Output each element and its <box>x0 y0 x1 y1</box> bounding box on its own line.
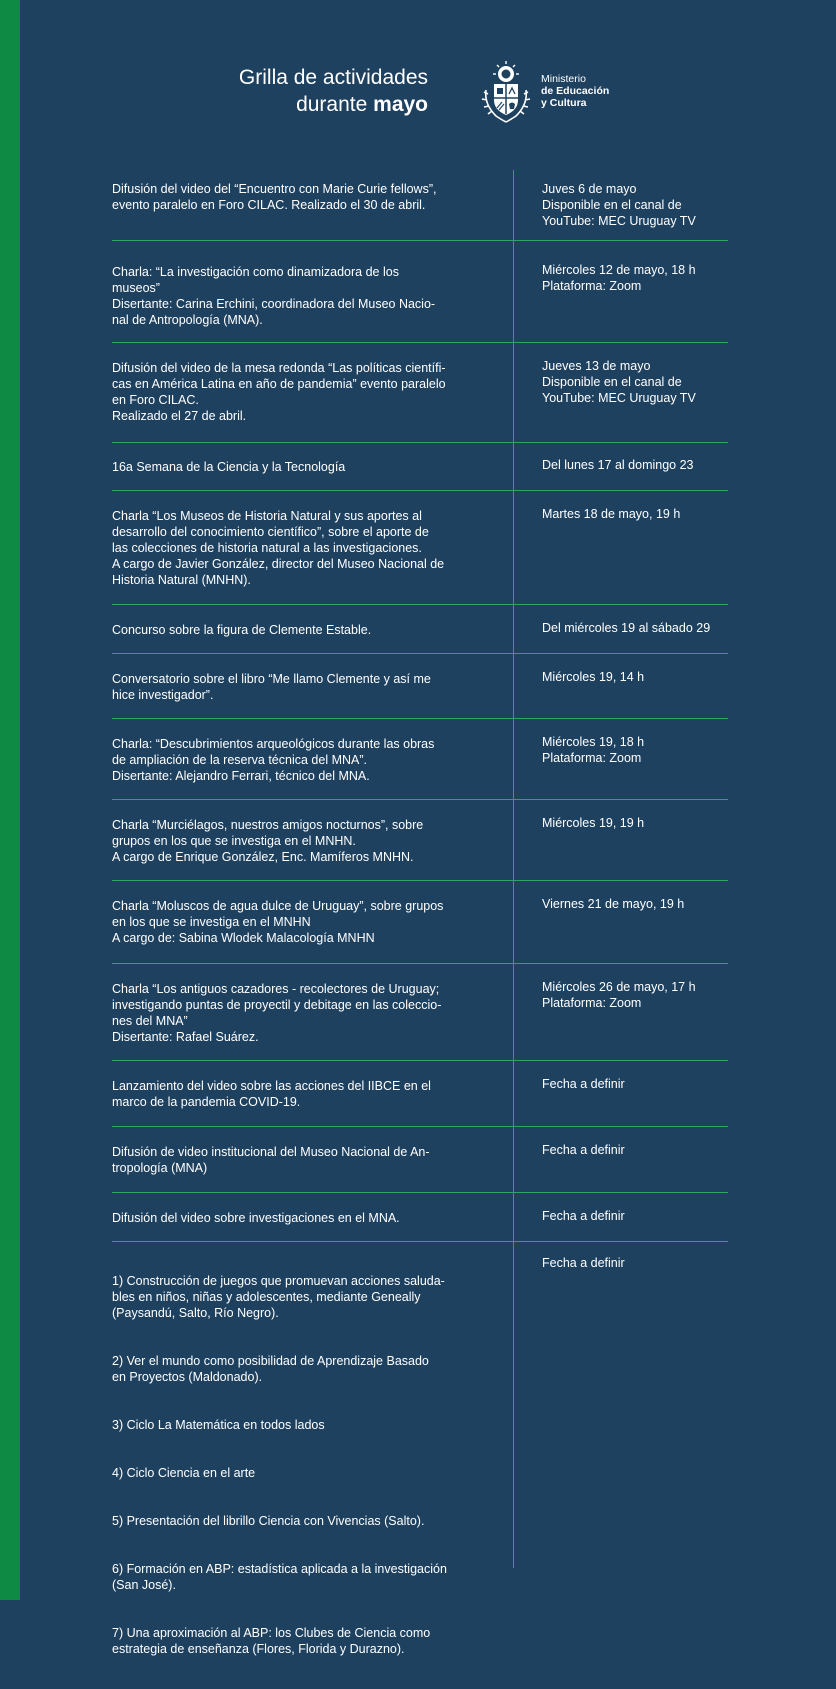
activity-row <box>112 491 728 605</box>
ministry-name <box>541 73 609 109</box>
activity-list <box>112 1257 497 1689</box>
activity-description: Difusión de video institucional del Museo Nacional de An- tropología (MNA) <box>112 1145 430 1175</box>
activity-date: Viernes 21 de mayo, 19 h <box>542 897 685 911</box>
activity-date: Fecha a definir <box>542 1077 625 1091</box>
activity-date: Del lunes 17 al domingo 23 <box>542 458 694 472</box>
title-line-2-prefix: durante <box>296 93 374 116</box>
ministry-line-3: y Cultura <box>541 97 587 109</box>
activity-row <box>112 719 728 800</box>
activity-row <box>112 241 728 343</box>
uruguay-coat-of-arms-icon <box>478 60 534 126</box>
activity-description: Charla “Moluscos de agua dulce de Uruguay”, sobre grupos en los que se investiga en el MNHN A cargo de: Sabina Wlodek Malacología MNHN <box>112 899 444 945</box>
activity-date: Fecha a definir <box>542 1209 625 1223</box>
ministry-line-1: Ministerio <box>541 73 586 85</box>
activity-row <box>112 1193 728 1242</box>
list-item: 7) Una aproximación al ABP: los Clubes de Ciencia como estrategia de enseñanza (Flores, Florida y Durazno). <box>112 1626 431 1656</box>
page-title <box>239 64 428 118</box>
activity-description: Charla “Murciélagos, nuestros amigos nocturnos”, sobre grupos en los que se investiga en el MNHN. A cargo de Enrique González, Enc. Mamíferos MNHN. <box>112 818 424 864</box>
activity-date: Miércoles 19, 18 h Plataforma: Zoom <box>542 735 645 765</box>
activity-row <box>112 881 728 964</box>
activity-date: Miércoles 12 de mayo, 18 h Plataforma: Zoom <box>542 263 696 293</box>
activity-date: Del miércoles 19 al sábado 29 <box>542 621 711 635</box>
activity-date: Miércoles 19, 19 h <box>542 816 645 830</box>
title-line-1: Grilla de actividades <box>238 66 428 89</box>
list-item: 4) Ciclo Ciencia en el arte <box>112 1466 256 1480</box>
activity-row <box>112 443 728 491</box>
activity-row <box>112 605 728 654</box>
green-side-stripe <box>0 0 20 1600</box>
activity-date: Martes 18 de mayo, 19 h <box>542 507 681 521</box>
list-item: 6) Formación en ABP: estadística aplicada a la investigación (San José). <box>112 1562 447 1592</box>
activity-row <box>112 964 728 1061</box>
activity-description: Charla: “La investigación como dinamizadora de los museos” Disertante: Carina Erchini, coordinadora del Museo Nacio- nal de Antropología (MNA). <box>112 265 436 327</box>
activity-description: Difusión del video del “Encuentro con Marie Curie fellows”, evento paralelo en Foro CILAC. Realizado el 30 de abril. <box>112 182 437 212</box>
activity-date: Jueves 13 de mayo Disponible en el canal de YouTube: MEC Uruguay TV <box>542 359 696 405</box>
activity-description: Lanzamiento del video sobre las acciones del IIBCE en el marco de la pandemia COVID-19. <box>112 1079 431 1109</box>
list-item: 2) Ver el mundo como posibilidad de Aprendizaje Basado en Proyectos (Maldonado). <box>112 1354 429 1384</box>
activity-date: Juves 6 de mayo Disponible en el canal de YouTube: MEC Uruguay TV <box>542 182 696 228</box>
activity-date: Fecha a definir <box>542 1143 625 1157</box>
activity-date: Miércoles 19, 14 h <box>542 670 645 684</box>
activity-row <box>112 1127 728 1193</box>
activity-row <box>112 1061 728 1127</box>
activity-row <box>112 654 728 719</box>
activity-date: Miércoles 26 de mayo, 17 h Plataforma: Zoom <box>542 980 696 1010</box>
activity-description: Charla “Los Museos de Historia Natural y sus aportes al desarrollo del conocimiento científico”, sobre el aporte de las colecciones de historia natural a las investigaciones. A cargo de Javier González, director del Museo Nacional de Historia Natural (MNHN). <box>112 509 445 587</box>
title-line-2 <box>239 91 428 118</box>
activity-row <box>112 343 728 443</box>
activity-description: Difusión del video sobre investigaciones en el MNA. <box>112 1211 400 1225</box>
list-item: 3) Ciclo La Matemática en todos lados <box>112 1418 325 1432</box>
activity-description: Charla “Los antiguos cazadores - recolectores de Uruguay; investigando puntas de proyectil y debitage en las coleccio- nes del MNA” Disertante: Rafael Suárez. <box>112 982 442 1044</box>
activity-row <box>112 800 728 881</box>
activity-description: Concurso sobre la figura de Clemente Estable. <box>112 623 372 637</box>
list-item: 1) Construcción de juegos que promuevan acciones saluda- bles en niños, niñas y adolescentes, mediante Geneally (Paysandú, Salto, Río Negro). <box>112 1274 445 1320</box>
list-item: 5) Presentación del librillo Ciencia con Vivencias (Salto). <box>112 1514 425 1528</box>
activity-date: Fecha a definir <box>542 1256 625 1270</box>
ministry-line-2: de Educación <box>541 85 610 97</box>
activity-row-final <box>112 1242 728 1656</box>
activity-description: Conversatorio sobre el libro “Me llamo Clemente y así me hice investigador”. <box>112 672 431 702</box>
activity-description: Difusión del video de la mesa redonda “Las políticas científi- cas en América Latina en año de pandemia” evento paralelo en Foro CILAC. Realizado el 27 de abril. <box>112 361 446 423</box>
title-month: mayo <box>373 93 428 116</box>
activity-row <box>112 172 728 241</box>
activity-description: Charla: “Descubrimientos arqueológicos durante las obras de ampliación de la reserva técnica del MNA”. Disertante: Alejandro Ferrari, técnico del MNA. <box>112 737 435 783</box>
activity-description: 16a Semana de la Ciencia y la Tecnología <box>112 460 346 474</box>
